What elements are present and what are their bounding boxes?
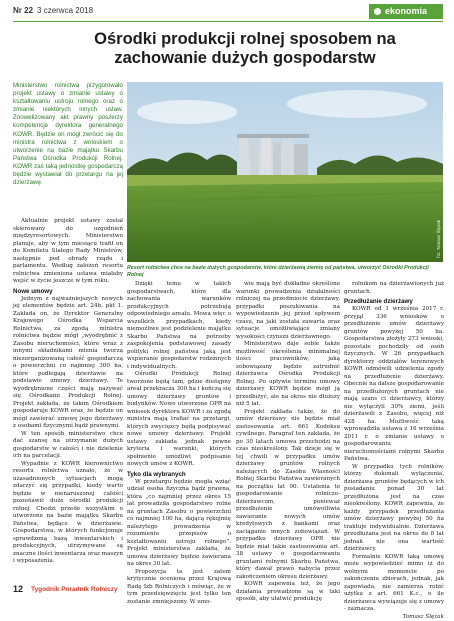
text-column-1 [13, 218, 123, 580]
paragraph: rolnikom na dzierżawionych już gruntach. [344, 281, 444, 296]
section-heading: Tyko dla wybranych [127, 471, 231, 479]
paragraph: wie mają być dokładne określone warunki prowadzenia działalności rolniczej na przedmiocie dzierżawy, przypadki poszukiwania na wypowiedzenie jej przed upływem czasu, na jaki została zawarta oraz sytuacje umożliwiające zmiany wysokości czynszu dzierżawnego. [236, 281, 340, 341]
text-column-3 [236, 281, 340, 581]
issue-info [13, 6, 93, 15]
section-tag[interactable]: ekonomia [369, 4, 443, 19]
paragraph: W ten sposób ministerstwo chce dać szansę na utrzymanie dużych gospodarstw w całości i nie dzielenie ich na parcelacji. [13, 431, 123, 461]
publication-name: Tygodnik Poradnik Rolniczy [31, 586, 118, 593]
photo-credit: fot. Tomasz Ślęzak [436, 220, 441, 258]
article-title: Ośrodki produkcji rolnej sposobem na zachowanie dużych gospodarstw [55, 30, 435, 68]
article-lead: Ministerstwo rolnictwa przygotowało projekt ustawy o zmianie ustawy o kształtowaniu ustroju rolnego oraz o zmianie niektórych innych ustaw. Znowelizowany akt prawny poszerzy kompetencje dyrektora generalnego KOWR. Będzie on mógł zwrócić się do ministra rolnictwa z wnioskiem o utworzenie na bazie majątku Skarbu Państwa Ośrodka Produkcji Rolnej. KOWR zaś taką jednostkę gospodarczą będzie wystawiał do przetargu na jej dzierżawę. [13, 82, 123, 187]
paragraph: KOWR od 1 września 2017 r. przyjął 336 wniosków o przedłużenie umów dzierżawy gruntów powyżej 50 ha. Gospodarstwa złożyły 273 wnioski, pozostałe pochodziły od osób fizycznych. W 26 przypadkach dyrektorzy oddziałów terenowych KOWR odmówili udzielenia zgody na przedłużenie dzierżawy. Obecnie na dalsze gospodarowanie na przedłużonych gruntach nie mają szans ci dzierżawcy, którzy nie wyłączyli 30% ziemi, jeśli dzierżawili z Zasobu, więcej niż 428 ha. Możliwość taką wprowadziła ustawa z 16 września 2011 r. o zmianie ustawy o gospodarowaniu nieruchomościami rolnymi Skarbu Państwa. [344, 306, 444, 464]
text-column-2 [127, 281, 231, 581]
paragraph: KOWR zapewnia też, że jego działania prowadzone są w taki sposób, aby ułatwić produkcję [236, 581, 340, 604]
section-heading: Nowe umowy [13, 288, 123, 296]
paragraph: Ministerstwo daje sobie także możliwość określenia minimalnej ilości pracowników, jaką zobowiązany będzie zatrudnić dzierżawca Ośrodka Produkcji Rolnej. Po upływie terminu umowy dzierżawy KOWR będzie mógł ją przedłużyć, ale na okres nie dłuższy niż 5 lat. [236, 341, 340, 409]
paragraph: Propozycja ta jest zatem krytycznie oceniona przez Krajową Radę Izb Rolniczych i mówiąc, że w tym przedsięwzięciu jest tylko ten zostanie zmniejszony. W umo- [127, 569, 231, 607]
article-photo [127, 82, 443, 262]
paragraph: Ośrodki Produkcji Rolnej tworzone będą tam, gdzie dostępny areał przekracza 300 ha i kończą się umowy dzierżawy gruntów i budynków. Nowo utworzone OPR na wniosek dyrektora KOWR i za zgodą ministra mają trafiać na przetargi, których zwycięzcy będą podpisywać nowe umowy dzierżawy. Projekt ustawy zakłada jednak pewne kryteria i warunki, których spełnienie umożliwi podpisanie nowych umów z KOWR. [127, 371, 231, 469]
paragraph: Wypadnie z KOWR kierownictwo resortu rolnictwa uznało, że w uzasadnionych sytuacjach mogą zdarzyć się przypadki, kiedy warto będzie w nienaruszonej całości pozostawić duże ośrodki produkcji rolnej. Chodzi przede wszystkim o utworzone na bazie majątku Skarbu Państwa, będące w dzierżawie. Gospodarstwa, w których funkcjonuje sprawdzoną bazą inwentarskich i produkcyjnych, utrzymywane są znaczne ilości inwentarza oraz maszyn i wyposażenia. [13, 461, 123, 566]
section-heading: Przedłużanie dzierżawy [344, 298, 444, 306]
paragraph: W przetargu będzie mogła wziąć udział osoba fizyczna bądź prawna, która „co najmniej przez okres 15 lat prowadziła gospodarstwo rolne na gruntach Zasobu o powierzchni co najmniej 100 ha, dającą rękojmię należytego prowadzenia w rozumieniu przepisów o kształtowaniu ustroju rolnego”. Projekt ministerstwa zakłada, że umowa dzierżawy będzie zawierana na okres 30 lat. [127, 479, 231, 569]
issue-number: Nr 22 [13, 6, 33, 15]
issue-date: 3 czerwca 2018 [37, 6, 93, 15]
paragraph: Aktualnie projekt ustawy został skierowany do uzgodnień międzyresortowych. Ministerstwo planuje, aby w tym miesiącu trafił on do Komitetu Stałego Rady Ministrów, następnie pod obrady rządu i parlamentu. Według założeń resortu rolnictwa zmieniona ustawa miałaby wejść w życie jeszcze w tym roku. [13, 218, 123, 286]
paragraph: Dzięki temu w takich gospodarstwach, które dla zachowania warunków produkcyjnych potrzebują odpowiedniego areału. Mowa więc o wszelkich przypadkach, kiedy niemożliwe jest podzielenie majątku Skarbu Państwa na potrzeby zaspokojenia podstawowej zasady polityki rolnej państwa jaką jest wspieranie gospodarstw rodzinnych i indywidualnych. [127, 281, 231, 371]
page-header [13, 6, 443, 20]
text-column-4 [344, 281, 444, 581]
page-number: 12 [13, 584, 23, 594]
paragraph: Projekt zakłada także, że do umów dzierżawy nie będzie miał zastosowania art. 661 Kodeksu cywilnego. Paragraf ten zakłada, że po 30 latach umowa przechodzi na czas nieokreślony. Tak dzieje się w tej chwili w przypadku umów dzierżawy gruntów rolnych należących do Zasobu Własności Rolnej Skarbu Państwa zawieranych na początku lat 90. Ustalenia to gospodarowanie rolniczo-dzierżawcom, ponieważ przedłużenie umówotliwia zawieranie nowych umów kredytowych z bankami oraz zaciąganie innych zobowiązań. W przypadku dzierżawy OPR nie będzie miał takie zastosowania art. 38 ustawy o gospodarowaniu gruntami rolnymi Skarbu Państwa, który dawał prawo nabycia przez zakończeniem okresu dzierżawy. [236, 409, 340, 582]
paragraph: Jednym z najważniejszych nowych jej elementów będzie art. 24b. pkt 1. Zakłada on, że Dyrektor Generalny Krajowego Ośrodka Wsparcia Rolnictwa, za zgodą ministra rolnictwa będzie mógł „wyodrębnić z Zasobu nieruchomości, które wraz z innymi składnikami mienia tworzą niezorganizowaną całość gospodarczą o powierzchni co najmniej 300 ha, które podlegają dzierżawie na podstawie umowy dzierżawy. Te wyodrębnione części mają nazywać się Ośrodkami Produkcji Rolnej. Projekt zakłada, że takim Ośrodkiem gospodaruje KOWR oraz, że będzie on mógł zawierać umowę jego dzierżawy z osobami fizycznymi bądź prawnymi. [13, 296, 123, 431]
field-with-silos-image [127, 82, 443, 262]
paragraph: Formalnie KOWR taką umowę może wypowiedzieć mimo iż do wolnymi momencie po zakończeniu zbiorach, jednak, jak zapowiada, nie zamierza robić użytku z art. 661 K.c., o ile dzierżawca wywiązuje się z umowy - zaznacza. [344, 554, 444, 614]
header-rule [13, 21, 443, 22]
paragraph: W przypadku tych rolników, którzy dokonali wyłączenia, dzierżawa gruntów będących w ich posiadaniu ponad 30 lat przedłużona jest na czas nieokreślony. KOWR zapewnia, że każdy przypadek przedłużania umów dzierżawy powyżej 50 ha traktuje indywidualnie. Dzierżawa przedłużana jest na okres do 8 lat jednak nie ona wartość dzierżawcy. [344, 464, 444, 554]
article-author: Tomasz Ślęzak [344, 614, 444, 621]
photo-caption: Resort rolnictwa chce na bazie dużych gospodarstw, które dzierżawią ziemię od państwa, utworzyć Ośrodki Produkcji Rolnej [127, 265, 443, 279]
page-footer [13, 584, 443, 596]
